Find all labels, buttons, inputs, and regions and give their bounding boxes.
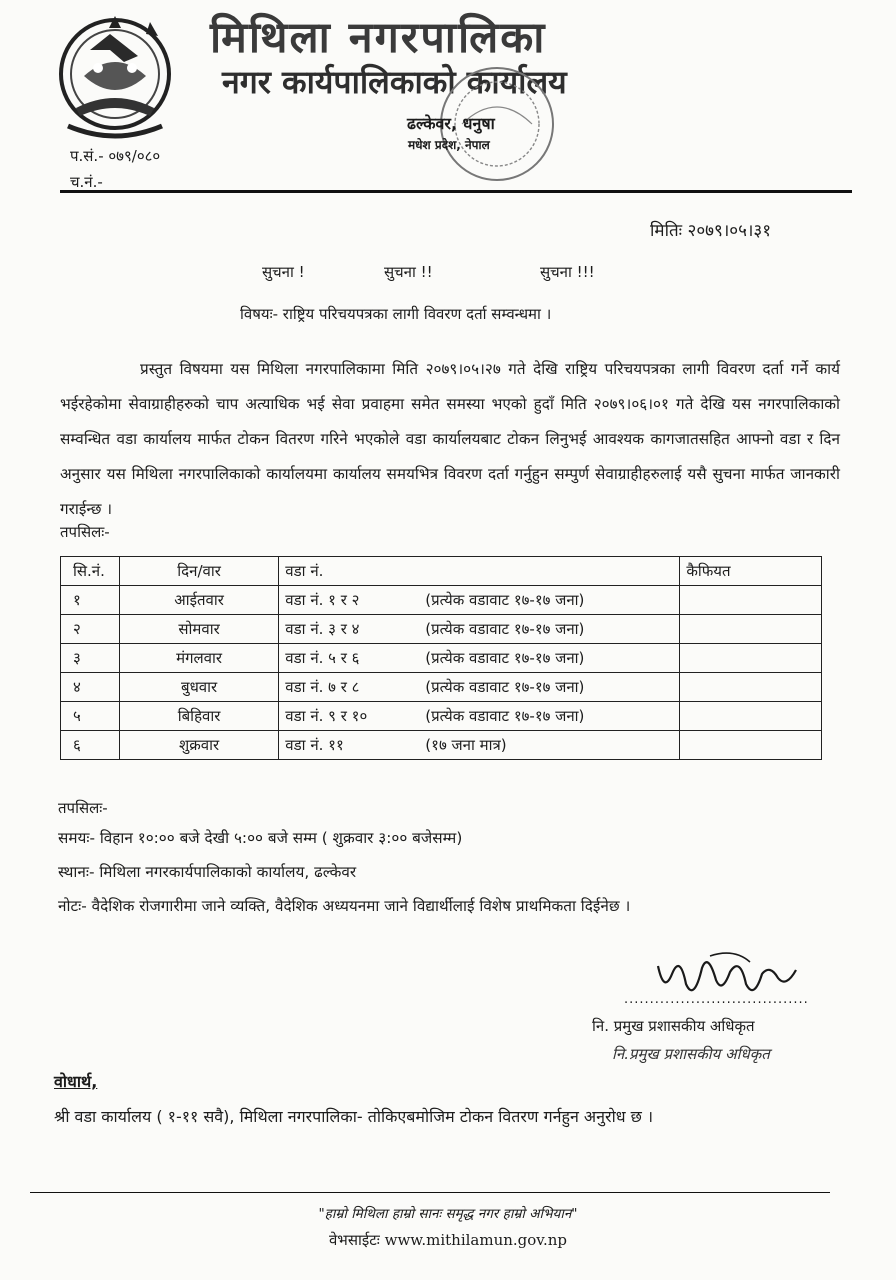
office-place: स्थानः- मिथिला नगरकार्यपालिकाको कार्यालय, ढल्केवर	[58, 863, 357, 881]
cell-ward	[279, 586, 680, 615]
priority-note: नोटः- वैदेशिक रोजगारीमा जाने व्यक्ति, वैदेशिक अध्ययनमा जाने विद्यार्थीलाई विशेष प्राथमिकता दिईनेछ ।	[58, 897, 631, 915]
footer-slogan: "हाम्रो मिथिला हाम्रो सानः समृद्ध नगर हाम्रो अभियान"	[318, 1206, 578, 1222]
ward-number: वडा नं. १ र २	[285, 591, 360, 609]
cell-remarks	[680, 644, 822, 673]
office-time: समयः- विहान १०:०० बजे देखी ५:०० बजे सम्म ( शुक्रवार ३:०० बजेसम्म)	[58, 829, 463, 847]
notice-heading-3: सुचना !!!	[540, 263, 595, 281]
chalani-number: च.नं.-	[70, 173, 103, 191]
officer-title: नि. प्रमुख प्रशासकीय अधिकृत	[592, 1017, 755, 1035]
ward-quota: (प्रत्येक वडावाट १७-१७ जना)	[425, 707, 585, 725]
ward-number: वडा नं. ३ र ४	[285, 620, 360, 638]
cell-sn: ४	[61, 673, 120, 702]
ward-quota: (१७ जना मात्र)	[425, 736, 507, 754]
cell-ward	[279, 731, 680, 760]
header-divider	[60, 190, 852, 193]
cell-day: सोमवार	[119, 615, 278, 644]
cell-sn: २	[61, 615, 120, 644]
address-line-2: मधेश प्रदेश, नेपाल	[408, 138, 490, 152]
table-row	[61, 702, 822, 731]
ward-number: वडा नं. ७ र ८	[285, 678, 360, 696]
notice-heading-2: सुचना !!	[384, 263, 433, 281]
office-subtitle: नगर कार्यपालिकाको कार्यालय	[222, 63, 567, 101]
patra-sankhya: प.सं.- ०७९/०८०	[70, 147, 161, 165]
body-text: प्रस्तुत विषयमा यस मिथिला नगरपालिकामा मिति २०७९।०५।२७ गते देखि राष्ट्रिय परिचयपत्रका लागी विवरण दर्ता गर्ने कार्य भईरहेकोमा सेवाग्राहीहरुको चाप अत्याधिक भई सेवा प्रवाहमा समेत समस्या भएको हुदाँ मिति २०७९।०६।०१ गते देखि यस नगरपालिकाको सम्वन्धित वडा कार्यालय मार्फत टोकन वितरण गरिने भएकोले वडा कार्यालयबाट टोकन लिनुभई आवश्यक कागजातसहित आफ्नो वडा र दिन अनुसार यस मिथिला नगरपालिकाको कार्यालयमा कार्यालय समयभित्र विवरण दर्ता गर्नुहुन सम्पुर्ण सेवाग्राहीहरुलाई यसै सुचना मार्फत जानकारी गराईन्छ ।	[60, 360, 840, 518]
cell-remarks	[680, 731, 822, 760]
body-paragraph	[60, 352, 840, 527]
notice-heading-1: सुचना !	[262, 263, 305, 281]
cell-sn: ६	[61, 731, 120, 760]
tapasil-label: तपसिलः-	[60, 523, 110, 541]
website-label: वेभसाईटः	[328, 1231, 380, 1249]
header-sn: सि.नं.	[61, 557, 120, 586]
cell-sn: ५	[61, 702, 120, 731]
table-row	[61, 673, 822, 702]
cell-remarks	[680, 586, 822, 615]
header-remarks: कैफियत	[680, 557, 822, 586]
bodharth-text: श्री वडा कार्यालय ( १-११ सवै), मिथिला नगरपालिका- तोकिएबमोजिम टोकन वितरण गर्नहुन अनुरोध छ ।	[54, 1107, 654, 1126]
table-row	[61, 615, 822, 644]
ward-quota: (प्रत्येक वडावाट १७-१७ जना)	[425, 678, 585, 696]
details-label: तपसिलः-	[58, 799, 108, 817]
ward-number: वडा नं. ५ र ६	[285, 649, 360, 667]
bodharth-label: वोधार्थ,	[54, 1072, 98, 1091]
ward-quota: (प्रत्येक वडावाट १७-१७ जना)	[425, 649, 585, 667]
table-header-row	[61, 557, 822, 586]
footer-divider	[30, 1192, 830, 1193]
table-row	[61, 586, 822, 615]
letter-date: मितिः २०७९।०५।३१	[650, 221, 772, 241]
cell-sn: १	[61, 586, 120, 615]
address-line-1: ढल्केवर, धनुषा	[407, 114, 495, 133]
cell-day: बिहिवार	[119, 702, 278, 731]
municipality-title: मिथिला नगरपालिका	[210, 13, 547, 63]
ward-number: वडा नं. ११	[285, 736, 344, 754]
cell-day: बुधवार	[119, 673, 278, 702]
table-row	[61, 644, 822, 673]
cell-ward	[279, 702, 680, 731]
ward-quota: (प्रत्येक वडावाट १७-१७ जना)	[425, 591, 585, 609]
cell-remarks	[680, 615, 822, 644]
cell-ward	[279, 644, 680, 673]
website-link[interactable]: www.mithilamun.gov.np	[384, 1231, 568, 1249]
cell-remarks	[680, 673, 822, 702]
subject-line: विषयः- राष्ट्रिय परिचयपत्रका लागी विवरण दर्ता सम्वन्धमा ।	[240, 305, 552, 323]
ward-schedule-table	[60, 556, 822, 760]
government-emblem-icon	[54, 12, 176, 142]
cell-day: आईतवार	[119, 586, 278, 615]
table-row	[61, 731, 822, 760]
header-ward: वडा नं.	[279, 557, 680, 586]
cell-remarks	[680, 702, 822, 731]
cell-sn: ३	[61, 644, 120, 673]
ward-quota: (प्रत्येक वडावाट १७-१७ जना)	[425, 620, 585, 638]
cell-day: शुक्रवार	[119, 731, 278, 760]
footer-website	[0, 1230, 896, 1250]
cell-ward	[279, 673, 680, 702]
ward-number: वडा नं. ९ र १०	[285, 707, 368, 725]
officer-title-stamp: नि.प्रमुख प्रशासकीय अधिकृत	[612, 1045, 770, 1063]
header-day: दिन/वार	[119, 557, 278, 586]
cell-ward	[279, 615, 680, 644]
cell-day: मंगलवार	[119, 644, 278, 673]
signature-line: ....................................	[624, 992, 809, 1007]
